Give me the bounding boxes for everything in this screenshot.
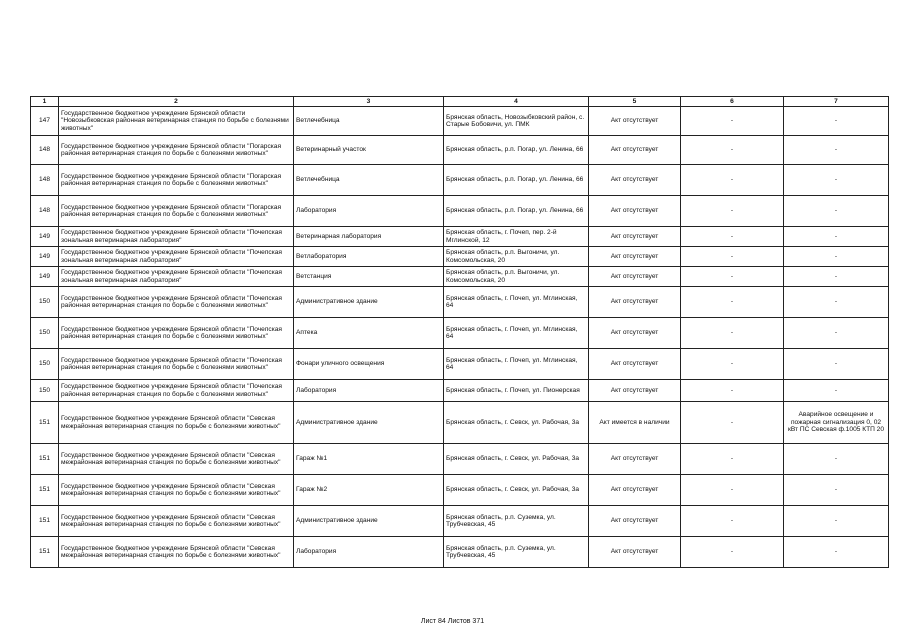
- organization-name: Государственное бюджетное учреждение Брянской области "Почепская зональная ветеринарная лаборатория": [59, 247, 294, 267]
- address: Брянская область, г. Почеп, ул. Пионерская: [444, 380, 589, 402]
- act-status: Акт отсутствует: [589, 287, 681, 318]
- column-7-value: -: [784, 136, 889, 165]
- organization-name: Государственное бюджетное учреждение Брянской области "Севская межрайонная ветеринарная станция по борьбе с болезнями животных": [59, 537, 294, 568]
- row-number: 149: [31, 247, 59, 267]
- column-7-value: -: [784, 247, 889, 267]
- act-status: Акт имеется в наличии: [589, 402, 681, 444]
- table-row: [31, 267, 889, 287]
- act-status: Акт отсутствует: [589, 165, 681, 196]
- object-name: Лаборатория: [294, 196, 444, 227]
- act-status: Акт отсутствует: [589, 475, 681, 506]
- row-number: 149: [31, 267, 59, 287]
- row-number: 148: [31, 136, 59, 165]
- row-number: 148: [31, 196, 59, 227]
- column-7-value: -: [784, 444, 889, 475]
- object-name: Лаборатория: [294, 537, 444, 568]
- column-6-value: -: [681, 506, 784, 537]
- row-number: 147: [31, 107, 59, 136]
- row-number: 151: [31, 475, 59, 506]
- row-number: 150: [31, 349, 59, 380]
- column-7-value: -: [784, 196, 889, 227]
- object-name: Административное здание: [294, 287, 444, 318]
- object-name: Ветлечебница: [294, 107, 444, 136]
- object-name: Административное здание: [294, 402, 444, 444]
- column-6-value: -: [681, 107, 784, 136]
- column-6-value: -: [681, 267, 784, 287]
- address: Брянская область, г. Почеп, ул. Мглинская, 64: [444, 349, 589, 380]
- act-status: Акт отсутствует: [589, 227, 681, 247]
- address: Брянская область, р.п. Погар, ул. Ленина, 66: [444, 196, 589, 227]
- registry-table: [30, 96, 889, 568]
- act-status: Акт отсутствует: [589, 247, 681, 267]
- column-7-value: -: [784, 475, 889, 506]
- table-row: [31, 165, 889, 196]
- act-status: Акт отсутствует: [589, 506, 681, 537]
- column-6-value: -: [681, 196, 784, 227]
- address: Брянская область, г. Почеп, пер. 2-й Мглинской, 12: [444, 227, 589, 247]
- row-number: 149: [31, 227, 59, 247]
- act-status: Акт отсутствует: [589, 267, 681, 287]
- col-header-4: 4: [444, 97, 589, 107]
- table-row: [31, 287, 889, 318]
- column-6-value: -: [681, 444, 784, 475]
- organization-name: Государственное бюджетное учреждение Брянской области "Почепская зональная ветеринарная лаборатория": [59, 227, 294, 247]
- column-6-value: -: [681, 537, 784, 568]
- organization-name: Государственное бюджетное учреждение Брянской области "Погарская районная ветеринарная станция по борьбе с болезнями животных": [59, 165, 294, 196]
- column-7-value: -: [784, 318, 889, 349]
- address: Брянская область, г. Почеп, ул. Мглинская, 64: [444, 287, 589, 318]
- object-name: Гараж №1: [294, 444, 444, 475]
- organization-name: Государственное бюджетное учреждение Брянской области "Почепская районная ветеринарная станция по борьбе с болезнями животных": [59, 349, 294, 380]
- table-row: [31, 444, 889, 475]
- row-number: 151: [31, 506, 59, 537]
- table-row: [31, 247, 889, 267]
- column-7-value: -: [784, 287, 889, 318]
- address: Брянская область, р.п. Выгоничи, ул. Комсомольская, 20: [444, 267, 589, 287]
- column-7-value: Аварийное освещение и пожарная сигнализация 0, 02 кВт ПС Севская ф.1005 КТП 20: [784, 402, 889, 444]
- organization-name: Государственное бюджетное учреждение Брянской области "Погарская районная ветеринарная станция по борьбе с болезнями животных": [59, 136, 294, 165]
- act-status: Акт отсутствует: [589, 444, 681, 475]
- address: Брянская область, г. Почеп, ул. Мглинская, 64: [444, 318, 589, 349]
- organization-name: Государственное бюджетное учреждение Брянской области "Севская межрайонная ветеринарная станция по борьбе с болезнями животных": [59, 475, 294, 506]
- act-status: Акт отсутствует: [589, 136, 681, 165]
- act-status: Акт отсутствует: [589, 107, 681, 136]
- table-row: [31, 537, 889, 568]
- column-6-value: -: [681, 380, 784, 402]
- address: Брянская область, р.п. Выгоничи, ул. Комсомольская, 20: [444, 247, 589, 267]
- object-name: Ветстанция: [294, 267, 444, 287]
- column-7-value: -: [784, 506, 889, 537]
- table-row: [31, 380, 889, 402]
- organization-name: Государственное бюджетное учреждение Брянской области "Почепская районная ветеринарная станция по борьбе с болезнями животных": [59, 287, 294, 318]
- address: Брянская область, р.п. Погар, ул. Ленина, 66: [444, 136, 589, 165]
- col-header-5: 5: [589, 97, 681, 107]
- table-row: [31, 136, 889, 165]
- organization-name: Государственное бюджетное учреждение Брянской области "Почепская районная ветеринарная станция по борьбе с болезнями животных": [59, 380, 294, 402]
- col-header-3: 3: [294, 97, 444, 107]
- table-row: [31, 318, 889, 349]
- organization-name: Государственное бюджетное учреждение Брянской области "Почепская зональная ветеринарная лаборатория": [59, 267, 294, 287]
- act-status: Акт отсутствует: [589, 537, 681, 568]
- column-6-value: -: [681, 136, 784, 165]
- address: Брянская область, р.п. Суземка, ул. Трубчевская, 45: [444, 537, 589, 568]
- column-7-value: -: [784, 107, 889, 136]
- object-name: Гараж №2: [294, 475, 444, 506]
- object-name: Аптека: [294, 318, 444, 349]
- column-7-value: -: [784, 380, 889, 402]
- column-7-value: -: [784, 227, 889, 247]
- column-6-value: -: [681, 475, 784, 506]
- column-6-value: -: [681, 227, 784, 247]
- row-number: 148: [31, 165, 59, 196]
- header-row: [31, 97, 889, 107]
- col-header-2: 2: [59, 97, 294, 107]
- table-row: [31, 196, 889, 227]
- object-name: Ветеринарный участок: [294, 136, 444, 165]
- table-row: [31, 506, 889, 537]
- address: Брянская область, г. Севск, ул. Рабочая, 3а: [444, 444, 589, 475]
- column-6-value: -: [681, 165, 784, 196]
- object-name: Административное здание: [294, 506, 444, 537]
- column-6-value: -: [681, 287, 784, 318]
- col-header-1: 1: [31, 97, 59, 107]
- act-status: Акт отсутствует: [589, 380, 681, 402]
- table-row: [31, 349, 889, 380]
- address: Брянская область, г. Севск, ул. Рабочая, 3а: [444, 402, 589, 444]
- act-status: Акт отсутствует: [589, 196, 681, 227]
- organization-name: Государственное бюджетное учреждение Брянской области "Погарская районная ветеринарная станция по борьбе с болезнями животных": [59, 196, 294, 227]
- col-header-7: 7: [784, 97, 889, 107]
- act-status: Акт отсутствует: [589, 318, 681, 349]
- row-number: 151: [31, 537, 59, 568]
- object-name: Ветлечебница: [294, 165, 444, 196]
- table-row: [31, 107, 889, 136]
- address: Брянская область, р.п. Суземка, ул. Трубчевская, 45: [444, 506, 589, 537]
- act-status: Акт отсутствует: [589, 349, 681, 380]
- column-7-value: -: [784, 165, 889, 196]
- address: Брянская область, г. Севск, ул. Рабочая, 3а: [444, 475, 589, 506]
- organization-name: Государственное бюджетное учреждение Брянской области "Новозыбковская районная ветеринарная станция по борьбе с болезнями животных": [59, 107, 294, 136]
- address: Брянская область, р.п. Погар, ул. Ленина, 66: [444, 165, 589, 196]
- column-6-value: -: [681, 402, 784, 444]
- table-row: [31, 402, 889, 444]
- organization-name: Государственное бюджетное учреждение Брянской области "Почепская районная ветеринарная станция по борьбе с болезнями животных": [59, 318, 294, 349]
- row-number: 151: [31, 402, 59, 444]
- col-header-6: 6: [681, 97, 784, 107]
- table-row: [31, 475, 889, 506]
- object-name: Лаборатория: [294, 380, 444, 402]
- address: Брянская область, Новозыбковский район, с. Старые Бобовичи, ул. ПМК: [444, 107, 589, 136]
- object-name: Фонари уличного освещения: [294, 349, 444, 380]
- column-6-value: -: [681, 247, 784, 267]
- organization-name: Государственное бюджетное учреждение Брянской области "Севская межрайонная ветеринарная станция по борьбе с болезнями животных": [59, 444, 294, 475]
- organization-name: Государственное бюджетное учреждение Брянской области "Севская межрайонная ветеринарная станция по борьбе с болезнями животных": [59, 506, 294, 537]
- column-6-value: -: [681, 318, 784, 349]
- object-name: Ветеринарная лаборатория: [294, 227, 444, 247]
- column-7-value: -: [784, 537, 889, 568]
- row-number: 150: [31, 380, 59, 402]
- column-7-value: -: [784, 349, 889, 380]
- page-footer: Лист 84 Листов 371: [420, 618, 485, 625]
- row-number: 150: [31, 287, 59, 318]
- column-7-value: -: [784, 267, 889, 287]
- object-name: Ветлаборатория: [294, 247, 444, 267]
- organization-name: Государственное бюджетное учреждение Брянской области "Севская межрайонная ветеринарная станция по борьбе с болезнями животных": [59, 402, 294, 444]
- table-row: [31, 227, 889, 247]
- row-number: 151: [31, 444, 59, 475]
- row-number: 150: [31, 318, 59, 349]
- column-6-value: -: [681, 349, 784, 380]
